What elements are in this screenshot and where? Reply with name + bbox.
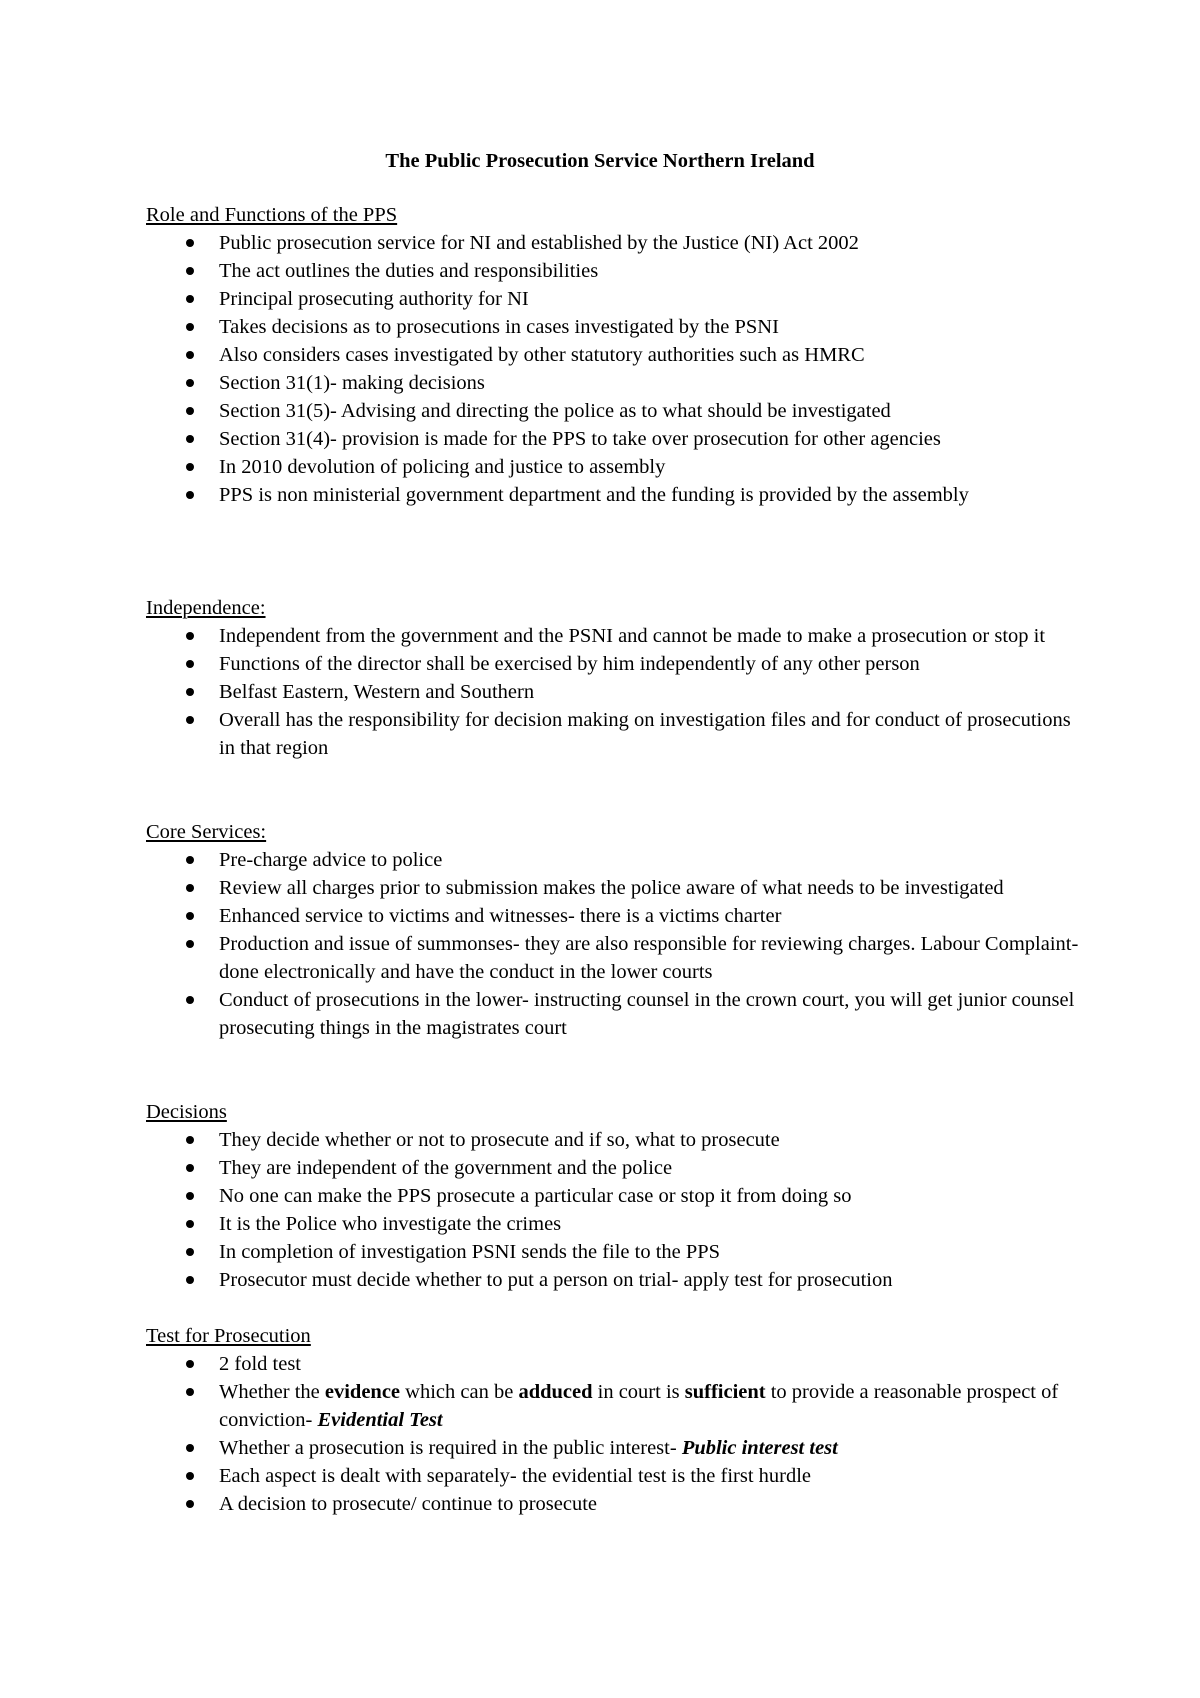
bullet-icon [186, 1248, 194, 1256]
bullet-icon [186, 688, 194, 696]
bullet-icon [186, 295, 194, 303]
list-item: Functions of the director shall be exercised by him independently of any other person [146, 650, 1086, 678]
bullet-icon [186, 1220, 194, 1228]
list-item: Public prosecution service for NI and established by the Justice (NI) Act 2002 [146, 229, 1086, 257]
bold-term: adduced [518, 1381, 593, 1403]
list-item: Whether the evidence which can be adduced in court is sufficient to provide a reasonable prospect of conviction- Evidential Test [146, 1378, 1086, 1434]
list-item: PPS is non ministerial government department and the funding is provided by the assembly [146, 481, 1086, 509]
list-item: It is the Police who investigate the crimes [146, 1210, 1086, 1238]
list-item: A decision to prosecute/ continue to prosecute [146, 1490, 1086, 1518]
bullet-icon [186, 996, 194, 1004]
section-heading: Role and Functions of the PPS [146, 204, 398, 226]
list-item: Pre-charge advice to police [146, 846, 1086, 874]
section-heading: Core Services: [146, 821, 267, 843]
bullet-icon [186, 407, 194, 415]
section-independence [146, 594, 1086, 762]
evidential-test-label: Evidential Test [317, 1409, 443, 1431]
list-item: Belfast Eastern, Western and Southern [146, 678, 1086, 706]
bullet-icon [186, 1360, 194, 1368]
bullet-icon [186, 1500, 194, 1508]
section-decisions [146, 1098, 1086, 1294]
bullet-list [146, 1126, 1086, 1294]
list-item: Conduct of prosecutions in the lower- instructing counsel in the crown court, you will get junior counsel prosecuting things in the magistrates court [146, 986, 1086, 1042]
bullet-icon [186, 660, 194, 668]
bullet-icon [186, 463, 194, 471]
bullet-icon [186, 1444, 194, 1452]
list-item: In completion of investigation PSNI sends the file to the PPS [146, 1238, 1086, 1266]
list-item: No one can make the PPS prosecute a particular case or stop it from doing so [146, 1182, 1086, 1210]
list-item: Section 31(5)- Advising and directing the police as to what should be investigated [146, 397, 1086, 425]
list-item: Section 31(4)- provision is made for the PPS to take over prosecution for other agencies [146, 425, 1086, 453]
bullet-icon [186, 1136, 194, 1144]
bullet-icon [186, 884, 194, 892]
section-heading: Decisions [146, 1101, 227, 1123]
bullet-list [146, 846, 1086, 1042]
list-item: Overall has the responsibility for decision making on investigation files and for conduct of prosecutions in that region [146, 706, 1086, 762]
bullet-icon [186, 856, 194, 864]
list-item: They decide whether or not to prosecute and if so, what to prosecute [146, 1126, 1086, 1154]
list-item: Enhanced service to victims and witnesses- there is a victims charter [146, 902, 1086, 930]
list-item: Also considers cases investigated by other statutory authorities such as HMRC [146, 341, 1086, 369]
bullet-icon [186, 379, 194, 387]
list-item: Takes decisions as to prosecutions in cases investigated by the PSNI [146, 313, 1086, 341]
public-interest-test-label: Public interest test [681, 1437, 838, 1459]
bullet-list [146, 229, 1086, 509]
list-item: 2 fold test [146, 1350, 1086, 1378]
bullet-icon [186, 323, 194, 331]
list-item: The act outlines the duties and responsibilities [146, 257, 1086, 285]
list-item: Production and issue of summonses- they are also responsible for reviewing charges. Labour Complaint- done electronically and have the conduct in the lower courts [146, 930, 1086, 986]
bullet-icon [186, 632, 194, 640]
list-item: They are independent of the government and the police [146, 1154, 1086, 1182]
bullet-icon [186, 435, 194, 443]
section-test-for-prosecution [146, 1322, 1086, 1518]
bullet-icon [186, 267, 194, 275]
bullet-icon [186, 1472, 194, 1480]
bullet-icon [186, 1276, 194, 1284]
bold-term: sufficient [684, 1381, 766, 1403]
section-heading: Test for Prosecution [146, 1325, 311, 1347]
list-item: Review all charges prior to submission makes the police aware of what needs to be investigated [146, 874, 1086, 902]
list-item: Prosecutor must decide whether to put a person on trial- apply test for prosecution [146, 1266, 1086, 1294]
bullet-list [146, 1350, 1086, 1518]
list-item: Whether a prosecution is required in the public interest- Public interest test [146, 1434, 1086, 1462]
list-item: Independent from the government and the PSNI and cannot be made to make a prosecution or stop it [146, 622, 1086, 650]
bullet-list [146, 622, 1086, 762]
bullet-icon [186, 1192, 194, 1200]
document-title: The Public Prosecution Service Northern Ireland [385, 150, 815, 172]
bullet-icon [186, 351, 194, 359]
list-item: Section 31(1)- making decisions [146, 369, 1086, 397]
list-item: In 2010 devolution of policing and justice to assembly [146, 453, 1086, 481]
bullet-icon [186, 716, 194, 724]
bullet-icon [186, 491, 194, 499]
section-role-and-functions [146, 201, 1086, 509]
bullet-icon [186, 940, 194, 948]
bullet-icon [186, 912, 194, 920]
list-item: Each aspect is dealt with separately- the evidential test is the first hurdle [146, 1462, 1086, 1490]
section-heading: Independence: [146, 597, 266, 619]
list-item: Principal prosecuting authority for NI [146, 285, 1086, 313]
bold-term: evidence [324, 1381, 401, 1403]
bullet-icon [186, 1164, 194, 1172]
bullet-icon [186, 1388, 194, 1396]
section-core-services [146, 818, 1086, 1042]
bullet-icon [186, 239, 194, 247]
